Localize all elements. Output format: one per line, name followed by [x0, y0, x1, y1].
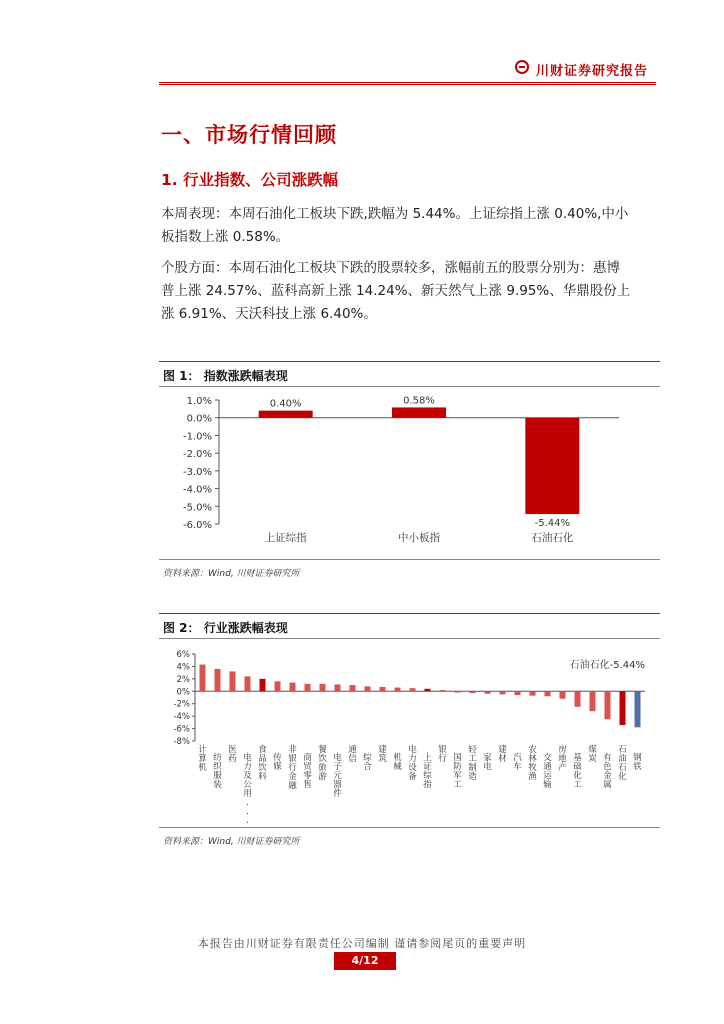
bar	[350, 685, 356, 691]
section-subtitle: 1. 行业指数、公司涨跌幅	[161, 171, 339, 189]
figure1-top-rule	[159, 361, 660, 362]
bar	[605, 691, 611, 719]
y-tick-label: 0.0%	[186, 413, 212, 425]
x-tick-label: 医药	[228, 745, 237, 764]
figure1-bottom-rule	[159, 559, 660, 560]
x-tick-label: 商贸零售	[303, 753, 312, 790]
x-tick-label: 汽车	[513, 753, 522, 772]
y-tick-label: -2%	[173, 699, 190, 710]
x-tick-label: 轻工制造	[468, 745, 477, 782]
y-tick-label: -6%	[173, 724, 190, 735]
figure2-top-rule	[159, 613, 660, 614]
bar	[230, 671, 236, 691]
bar	[260, 679, 266, 691]
bar	[485, 691, 491, 693]
bar	[395, 688, 401, 692]
paragraph-stocks	[161, 257, 661, 326]
figure1-source: 资料来源：Wind, 川财证券研究所	[163, 569, 300, 579]
figure1-chart	[159, 388, 660, 558]
bar	[590, 691, 596, 711]
x-tick-label: 家电	[483, 753, 492, 772]
x-tick-label: 建材	[498, 745, 507, 764]
x-tick-label: 建筑	[378, 745, 387, 764]
x-tick-label: 交通运输	[543, 753, 552, 790]
y-tick-label: -4.0%	[182, 484, 212, 496]
y-tick-label: 4%	[176, 662, 190, 673]
bar	[335, 684, 341, 691]
figure2-bottom-rule	[159, 827, 660, 828]
data-label: 0.58%	[403, 395, 435, 407]
chart-annotation: 石油石化-5.44%	[569, 660, 645, 671]
x-tick-label: 中小板指	[398, 532, 440, 544]
bar	[470, 691, 476, 693]
bar	[500, 691, 506, 694]
figure2-title-rule	[159, 638, 660, 639]
bar	[259, 411, 313, 418]
x-tick-label: 农林牧渔	[528, 745, 537, 782]
x-tick-label: 电力及公用. . .	[243, 753, 252, 826]
broker-logo-icon	[515, 60, 529, 74]
bar	[392, 407, 446, 417]
bar	[215, 669, 221, 691]
section-title: 一、市场行情回顾	[161, 123, 337, 147]
header-divider	[159, 82, 656, 83]
x-tick-label: 计算机	[198, 745, 207, 773]
y-tick-label: -1.0%	[182, 431, 212, 443]
bar	[425, 689, 431, 691]
y-tick-label: 2%	[176, 674, 190, 685]
x-tick-label: 餐饮旅游	[318, 745, 327, 782]
x-tick-label: 国防军工	[453, 753, 462, 790]
page-number: 4/12	[334, 952, 396, 970]
bar	[545, 691, 551, 696]
bar	[200, 665, 206, 692]
x-tick-label: 纺织服装	[213, 753, 222, 790]
figure2-chart	[159, 640, 660, 826]
x-tick-label: 食品饮料	[258, 745, 267, 782]
bar	[380, 687, 386, 691]
bar	[290, 683, 296, 692]
x-tick-label: 传媒	[273, 753, 282, 772]
bar	[305, 684, 311, 691]
figure1-title-rule	[159, 386, 660, 387]
y-tick-label: 1.0%	[186, 396, 212, 407]
y-tick-label: 6%	[176, 650, 190, 660]
x-tick-label: 非银行金融	[288, 745, 297, 791]
paragraph-line: 本周表现：本周石油化工板块下跌,跌幅为 5.44%。上证综指上涨 0.40%,中小	[161, 206, 629, 222]
paragraph-line: 个股方面：本周石油化工板块下跌的股票较多，涨幅前五的股票分别为：惠博	[161, 260, 620, 276]
paragraph-line: 普上涨 24.57%、蓝科高新上涨 14.24%、新天然气上涨 9.95%、华鼎股份上	[161, 283, 631, 299]
bar	[525, 418, 579, 514]
x-tick-label: 石油石化	[618, 745, 627, 782]
y-tick-label: -6.0%	[182, 520, 212, 531]
bar	[440, 690, 446, 691]
header-title: 川财证券研究报告	[536, 64, 649, 79]
x-tick-label: 通信	[348, 745, 357, 764]
y-tick-label: -4%	[173, 712, 190, 723]
x-tick-label: 上证综指	[423, 753, 432, 790]
bar	[410, 688, 416, 691]
y-tick-label: -2.0%	[182, 449, 212, 461]
bar	[620, 691, 626, 725]
x-tick-label: 机械	[393, 753, 402, 772]
bar	[320, 684, 326, 691]
header-divider-secondary	[159, 84, 656, 85]
x-tick-label: 电力设备	[408, 745, 417, 782]
y-tick-label: 0%	[176, 687, 190, 698]
x-tick-label: 煤炭	[588, 745, 597, 764]
figure2-source: 资料来源：Wind, 川财证券研究所	[163, 837, 300, 847]
bar	[365, 686, 371, 691]
x-tick-label: 有色金属	[603, 753, 612, 790]
paragraph-line: 板指数上涨 0.58%。	[161, 229, 290, 245]
bar	[530, 691, 536, 695]
x-tick-label: 电子元器件	[333, 753, 342, 799]
figure2-title: 图 2： 行业涨跌幅表现	[163, 621, 288, 635]
x-tick-label: 钢铁	[633, 753, 642, 772]
data-label: 0.40%	[269, 398, 302, 410]
bar	[560, 691, 566, 698]
paragraph-weekly-performance	[161, 203, 661, 249]
x-tick-label: 基础化工	[573, 753, 582, 790]
data-label: -5.44%	[534, 518, 571, 530]
x-tick-label: 上证综指	[264, 532, 307, 544]
y-tick-label: -5.0%	[182, 502, 212, 514]
bar	[635, 691, 641, 727]
y-tick-label: -8%	[173, 737, 190, 747]
y-tick-label: -3.0%	[182, 466, 212, 478]
x-tick-label: 石油石化	[531, 532, 574, 544]
x-tick-label: 综合	[363, 753, 372, 772]
footer-disclaimer: 本报告由川财证券有限责任公司编制 谨请参阅尾页的重要声明	[197, 937, 527, 950]
bar	[275, 681, 281, 691]
bar	[575, 691, 581, 707]
paragraph-line: 涨 6.91%、天沃科技上涨 6.40%。	[161, 306, 377, 322]
x-tick-label: 房地产	[558, 745, 567, 773]
x-tick-label: 银行	[438, 745, 447, 764]
bar	[455, 691, 461, 692]
figure1-title: 图 1： 指数涨跌幅表现	[163, 369, 288, 383]
bar	[245, 676, 251, 691]
bar	[515, 691, 521, 695]
